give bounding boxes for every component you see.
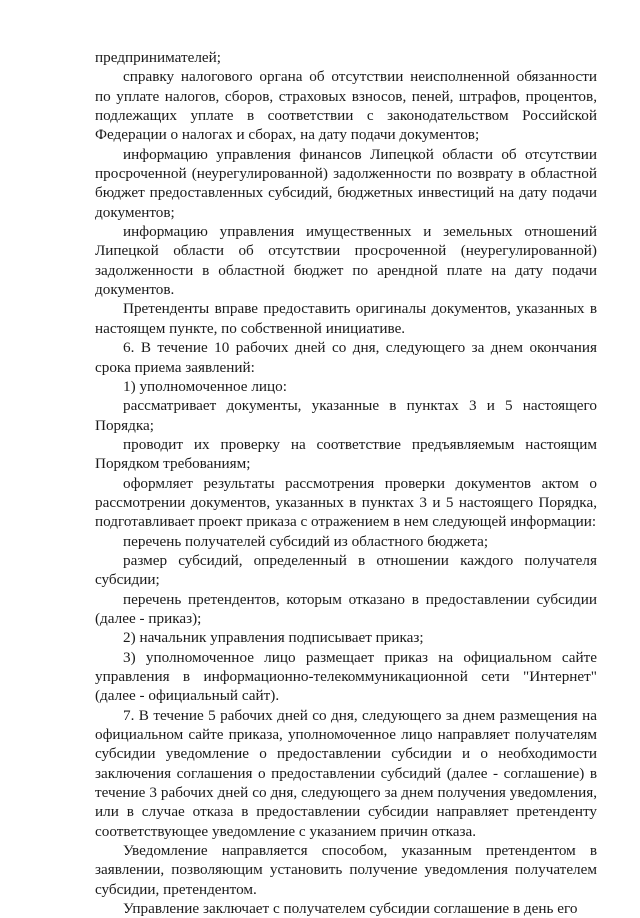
paragraph-17: Уведомление направляется способом, указанным претендентом в заявлении, позволяющим установить получение уведомления получателем субсидии, претендентом. — [95, 842, 597, 898]
paragraph-16: 7. В течение 5 рабочих дней со дня, следующего за днем размещения на официальном сайте приказа, уполномоченное лицо направляет получателям субсидии уведомление о предоставлении субсидии и о необходимости заключения соглашения о предоставлении субсидий (далее - соглашение) в течение 3 рабочих дней со дня, следующего за днем получения уведомления, или в случае отказа в предоставлении субсидии направляет претенденту соответствующее уведомление с указанием причин отказа. — [95, 706, 597, 840]
paragraph-15: 3) уполномоченное лицо размещает приказ на официальном сайте управления в информационно-телекоммуникационной сети "Интернет" (далее - официальный сайт). — [95, 648, 597, 705]
paragraph-12: размер субсидий, определенный в отношении каждого получателя субсидии; — [95, 551, 597, 589]
paragraph-8: рассматривает документы, указанные в пунктах 3 и 5 настоящего Порядка; — [95, 397, 597, 434]
paragraph-4: информацию управления имущественных и земельных отношений Липецкой области об отсутствии просроченной (неурегулированной) задолженности в областной бюджет по арендной плате на дату подачи документов. — [95, 223, 597, 299]
paragraph-6: 6. В течение 10 рабочих дней со дня, следующего за днем окончания срока приема заявлений: — [95, 339, 597, 376]
paragraph-1: предпринимателей; — [95, 49, 221, 66]
paragraph-11: перечень получателей субсидий из областного бюджета; — [123, 532, 489, 550]
paragraph-10: оформляет результаты рассмотрения проверки документов актом о рассмотрении документов, указанных в пунктах 3 и 5 настоящего Порядка, подготавливает проект приказа с отражением в нем следующей информации: — [95, 474, 597, 531]
paragraph-3: информацию управления финансов Липецкой области об отсутствии просроченной (неурегулированной) задолженности по возврату в областной бюджет предоставленных субсидий, бюджетных инвестиций на дату подачи документов; — [95, 145, 597, 221]
paragraph-13: перечень претендентов, которым отказано в предоставлении субсидии (далее - приказ); — [95, 590, 597, 627]
paragraph-2: справку налогового органа об отсутствии неисполненной обязанности по уплате налогов, сборов, страховых взносов, пеней, штрафов, процентов, подлежащих уплате в соответствии с законодательством Российской Федерации о налогах и сборах, на дату подачи документов; — [95, 68, 597, 144]
paragraph-14: 2) начальник управления подписывает приказ; — [123, 629, 424, 647]
paragraph-7: 1) уполномоченное лицо: — [123, 377, 287, 395]
paragraph-9: проводит их проверку на соответствие предъявляемым настоящим Порядком требованиям; — [95, 435, 597, 473]
paragraph-5: Претенденты вправе предоставить оригиналы документов, указанных в настоящем пункте, по собственной инициативе. — [95, 300, 597, 337]
paragraph-18: Управление заключает с получателем субсидии соглашение в день его — [123, 900, 578, 918]
